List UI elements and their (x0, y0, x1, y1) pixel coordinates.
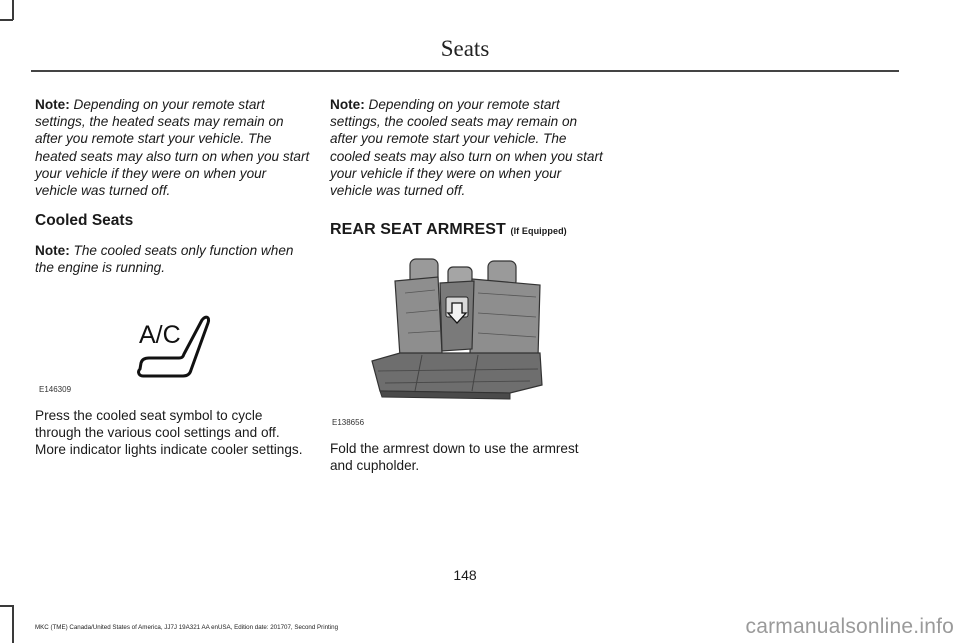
heading-suffix: (If Equipped) (510, 226, 567, 237)
note-text: The cooled seats only function when the engine is running. (35, 243, 294, 276)
page-number: 148 (453, 567, 477, 583)
middle-column (330, 96, 605, 239)
cooled-seats-note (35, 242, 310, 276)
crop-mark-top-left-v (12, 0, 14, 20)
cooled-seats-remote-note (330, 96, 605, 199)
figure-code-e138656: E138656 (332, 418, 365, 427)
left-column (35, 96, 310, 417)
cooled-seats-heading: Cooled Seats (35, 212, 134, 230)
rear-seat-armrest-heading (330, 221, 605, 239)
crop-mark-bottom-left-h (0, 605, 13, 607)
heading-text: REAR SEAT ARMREST (330, 221, 506, 239)
crop-mark-bottom-left-v (12, 605, 14, 643)
cooled-seat-figure (35, 277, 310, 417)
page-header-title: Seats (440, 36, 490, 61)
rear-seat-armrest-illustration (360, 253, 550, 413)
crop-mark-top-left-h (0, 19, 13, 21)
footer-edition-line: MKC (TME) Canada/United States of America, JJ7J 19A321 AA enUSA, Edition date: 201707, Second Printing (35, 624, 339, 631)
header-rule (31, 70, 899, 72)
note-label: Note: (35, 243, 70, 259)
note-label: Note: (35, 97, 70, 112)
note-text: Depending on your remote start settings, the cooled seats may remain on after you remote start your vehicle. The cooled seats may also turn on when you start your vehicle if they were on when your vehicle was turned off. (330, 97, 603, 199)
armrest-instructions: Fold the armrest down to use the armrest and cupholder. (330, 441, 579, 474)
heated-seats-note (35, 96, 310, 199)
ac-icon-label: A/C (139, 320, 181, 349)
watermark: carmanualsonline.info (745, 615, 954, 638)
note-text: Depending on your remote start settings, the heated seats may remain on after you remote start your vehicle. The heated seats may also turn on when you start your vehicle if they were on when your vehicle was turned off. (35, 97, 310, 199)
figure-code-e146309: E146309 (39, 385, 72, 394)
cooled-seat-instructions: Press the cooled seat symbol to cycle through the various cool settings and off. More indicator lights indicate cooler settings. (35, 408, 303, 458)
cooled-seat-icon (35, 277, 310, 405)
note-label: Note: (330, 97, 365, 112)
